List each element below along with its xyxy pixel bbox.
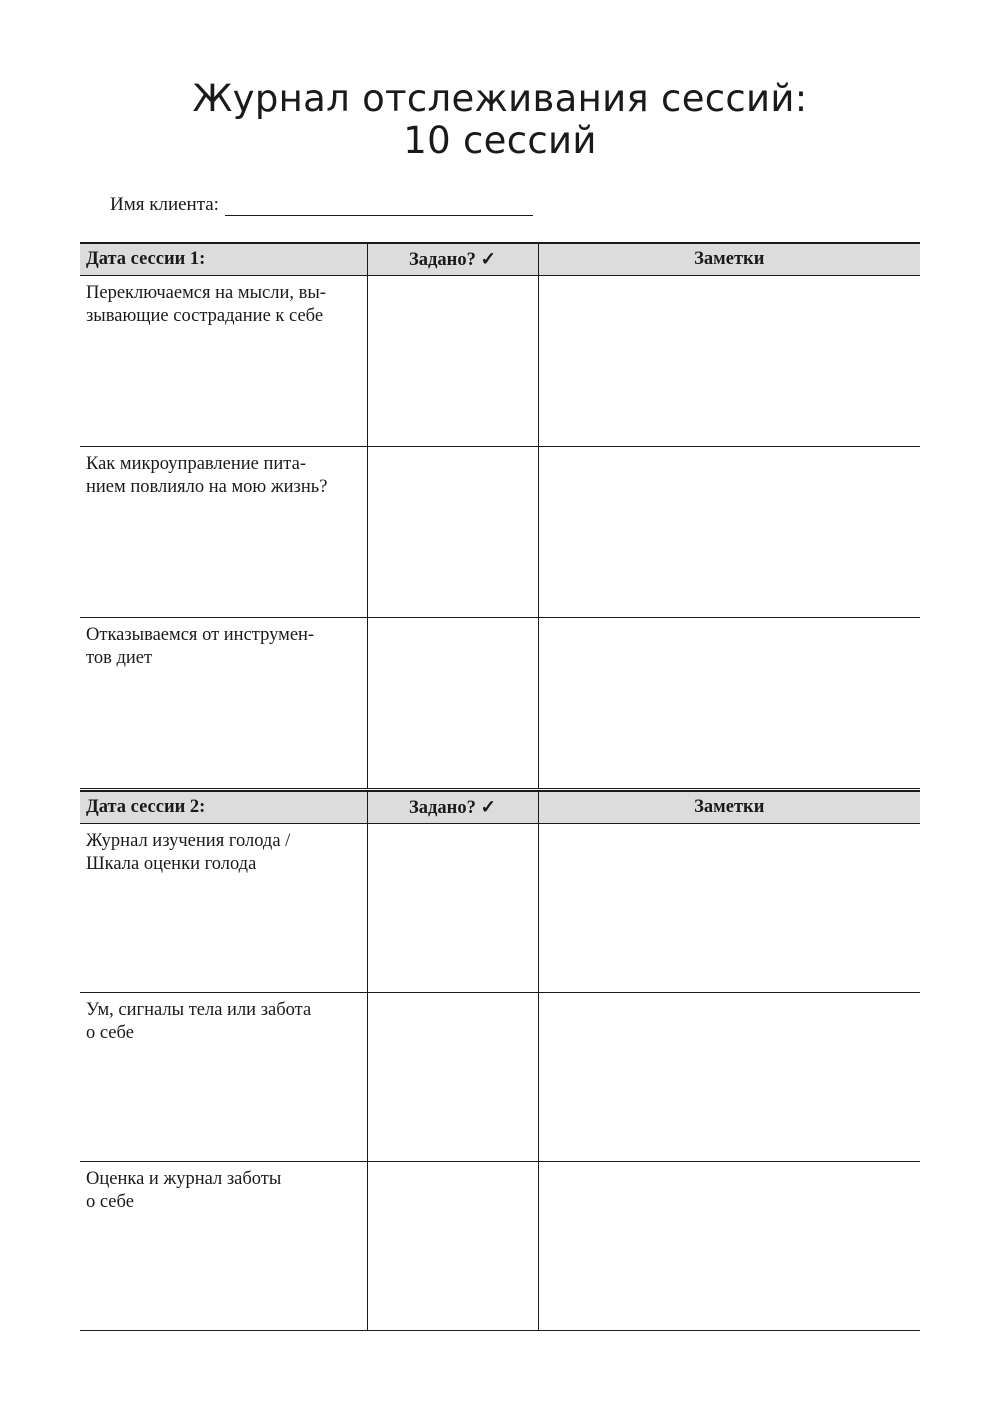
session-1-item-1-notes-cell[interactable] xyxy=(538,276,920,447)
session-1-item-2-label: Как микроуправление пита- нием повлияло на мою жизнь? xyxy=(80,447,367,618)
session-2-item-1-label: Журнал изучения голода / Шкала оценки голода xyxy=(80,824,367,993)
table-row xyxy=(80,618,920,789)
session-1-item-1-done-cell[interactable] xyxy=(367,276,538,447)
table-row xyxy=(80,1162,920,1331)
session-1-item-3-label: Отказываемся от инструмен- тов диет xyxy=(80,618,367,789)
session-1-date-header: Дата сессии 1: xyxy=(80,243,367,276)
page-title-line-2: 10 сессий xyxy=(403,119,597,162)
session-1-item-2-notes-cell[interactable] xyxy=(538,447,920,618)
page-title xyxy=(0,78,1000,162)
session-2-date-header: Дата сессии 2: xyxy=(80,791,367,824)
table-row xyxy=(80,993,920,1162)
session-2-item-3-notes-cell[interactable] xyxy=(538,1162,920,1331)
session-2-item-3-label: Оценка и журнал заботы о себе xyxy=(80,1162,367,1331)
session-1-item-3-notes-cell[interactable] xyxy=(538,618,920,789)
session-2-item-2-label: Ум, сигналы тела или забота о себе xyxy=(80,993,367,1162)
client-name-row xyxy=(110,194,533,216)
session-2-table xyxy=(80,790,920,1331)
session-2-item-2-done-cell[interactable] xyxy=(367,993,538,1162)
session-2-item-1-done-cell[interactable] xyxy=(367,824,538,993)
session-2-header-row xyxy=(80,791,920,824)
table-row xyxy=(80,276,920,447)
session-1-table xyxy=(80,242,920,789)
session-1-item-3-done-cell[interactable] xyxy=(367,618,538,789)
session-2-item-2-notes-cell[interactable] xyxy=(538,993,920,1162)
session-2-notes-header: Заметки xyxy=(538,791,920,824)
session-1-header-row xyxy=(80,243,920,276)
table-row xyxy=(80,447,920,618)
session-1-item-1-label: Переключаемся на мысли, вы- зывающие сострадание к себе xyxy=(80,276,367,447)
session-2-item-3-done-cell[interactable] xyxy=(367,1162,538,1331)
session-2-done-header: Задано? ✓ xyxy=(367,791,538,824)
session-1-notes-header: Заметки xyxy=(538,243,920,276)
session-2-item-1-notes-cell[interactable] xyxy=(538,824,920,993)
client-name-field[interactable] xyxy=(225,195,533,216)
session-1-item-2-done-cell[interactable] xyxy=(367,447,538,618)
session-1-done-header: Задано? ✓ xyxy=(367,243,538,276)
client-name-label: Имя клиента: xyxy=(110,194,219,215)
page-title-line-1: Журнал отслеживания сессий: xyxy=(192,77,808,120)
table-row xyxy=(80,824,920,993)
